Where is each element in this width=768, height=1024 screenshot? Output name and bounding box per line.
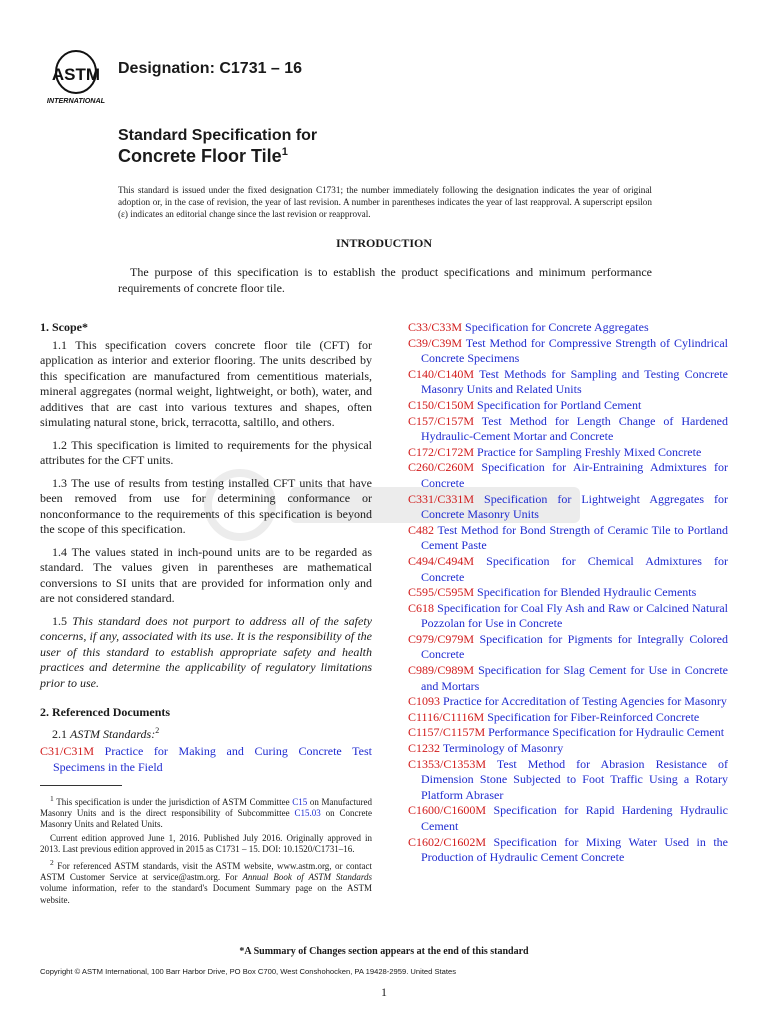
- reference-code-link[interactable]: C989/C989M: [408, 663, 475, 678]
- reference-title-link[interactable]: Terminology of Masonry: [442, 741, 564, 756]
- reference-code-link[interactable]: C331/C331M: [408, 491, 475, 506]
- reference-title-link[interactable]: Specification for Blended Hydraulic Cements: [477, 585, 697, 600]
- reference-item: [408, 336, 728, 367]
- reference-title-link[interactable]: Specification for Rapid Hardening Hydraulic Cement: [421, 803, 728, 833]
- title-line-2: [118, 146, 288, 167]
- reference-item: [408, 554, 728, 585]
- committee-c15-link[interactable]: C15: [292, 797, 308, 807]
- footnote-1-text-b: on Manufactured Masonry Units and is the direct responsibility of Subcommittee: [40, 797, 373, 819]
- reference-title-link[interactable]: Practice for Sampling Freshly Mixed Concrete: [477, 444, 702, 459]
- reference-title-link[interactable]: Specification for Lightweight Aggregates for Concrete Masonry Units: [421, 491, 729, 522]
- reference-item: [408, 492, 728, 523]
- reference-item: [408, 835, 728, 866]
- reference-code-link[interactable]: C1157/C1157M: [408, 725, 486, 740]
- subcommittee-c1503-link[interactable]: C15.03: [294, 808, 321, 819]
- footnote-2-text-b: volume information, refer to the standard's Document Summary page on the ASTM website.: [40, 883, 372, 905]
- scope-heading: 1. Scope*: [40, 320, 88, 334]
- reference-code-link[interactable]: C150/C150M: [408, 397, 475, 412]
- reference-item: [40, 744, 372, 775]
- reference-item: [408, 367, 728, 398]
- reference-title-link[interactable]: Test Method for Length Change of Hardened Hydraulic-Cement Mortar and Concrete: [421, 413, 728, 444]
- reference-code-link[interactable]: C1093: [408, 694, 441, 709]
- footnote-2-book-title: Annual Book of ASTM Standards: [242, 872, 372, 883]
- subhead-footnote-mark: 2: [155, 725, 160, 735]
- reference-item: [408, 632, 728, 663]
- introduction-text: The purpose of this specification is to establish the product specifications and minimum performance requirements of concrete floor tile.: [118, 265, 652, 295]
- title-text: Concrete Floor Tile: [118, 146, 282, 166]
- footnote-2: [40, 857, 372, 906]
- footnote-2-text-a: For referenced ASTM standards, visit the ASTM website, www.astm.org, or contact ASTM Customer Service at service@astm.org. For: [40, 861, 372, 883]
- reference-code-link[interactable]: C31/C31M: [40, 744, 95, 758]
- reference-code-link[interactable]: C1116/C1116M: [408, 709, 485, 724]
- reference-title-link[interactable]: Specification for Pigments for Integrally Colored Concrete: [421, 631, 728, 662]
- reference-title-link[interactable]: Specification for Coal Fly Ash and Raw or Calcined Natural Pozzolan for Use in Concrete: [421, 600, 728, 631]
- issued-note: This standard is issued under the fixed designation C1731; the number immediately following the designation indicates the year of original adoption or, in the case of revision, the year of last revision. A number in parentheses indicates the year of last reapproval. A superscript epsilon (ε) indicates an editorial change since the last revision or reapproval.: [118, 185, 652, 219]
- footnote-1-text-a: This specification is under the jurisdiction of ASTM Committee: [56, 797, 290, 807]
- reference-title-link[interactable]: Specification for Fiber-Reinforced Concrete: [487, 709, 700, 724]
- reference-item: [408, 757, 728, 804]
- reference-code-link[interactable]: C482: [408, 522, 435, 537]
- footnote-1-text-c: on Concrete Masonry Units and Related Units.: [40, 808, 373, 830]
- scope-1-5-text: This standard does not purport to address all of the safety concerns, if any, associated with its use. It is the responsibility of the user of this standard to establish appropriate safety and health practices and determine the applicability of regulatory limitations prior to use.: [40, 613, 372, 690]
- reference-code-link[interactable]: C979/C979M: [408, 631, 475, 646]
- reference-item: [408, 445, 728, 461]
- reference-item: [408, 710, 728, 726]
- reference-title-link[interactable]: Specification for Mixing Water Used in the Production of Hydraulic Cement Concrete: [421, 834, 728, 865]
- reference-code-link[interactable]: C618: [408, 600, 435, 615]
- referenced-documents-heading: 2. Referenced Documents: [40, 705, 171, 719]
- reference-code-link[interactable]: C157/C157M: [408, 413, 475, 428]
- reference-title-link[interactable]: Test Method for Abrasion Resistance of Dimension Stone Subjected to Foot Traffic Using a Rotary Platform Abraser: [421, 756, 728, 802]
- reference-code-link[interactable]: C1232: [408, 741, 441, 756]
- reference-title-link[interactable]: Specification for Portland Cement: [477, 397, 642, 412]
- reference-item: [408, 320, 728, 336]
- reference-code-link[interactable]: C140/C140M: [408, 366, 475, 381]
- reference-code-link[interactable]: C1353/C1353M: [408, 756, 487, 771]
- scope-1-1: 1.1 This specification covers concrete floor tile (CFT) for application as interior and exterior flooring. The units described by this specification are manufactured from cementitious materials, mineral aggregates (normal weight, lightweight, or both), water, and additives that are cast into various textures and shapes, often simulating natural stone, brick, terracotta, saltillo, and others.: [40, 337, 372, 429]
- designation: Designation: C1731 – 16: [118, 60, 303, 77]
- introduction-heading: INTRODUCTION: [335, 236, 432, 250]
- reference-title-link[interactable]: Test Method for Bond Strength of Ceramic Tile to Portland Cement Paste: [421, 522, 728, 553]
- reference-title-link[interactable]: Practice for Making and Curing Concrete Test Specimens in the Field: [53, 744, 373, 774]
- reference-title-link[interactable]: Specification for Concrete Aggregates: [465, 320, 649, 334]
- title-footnote-mark: 1: [281, 146, 288, 158]
- scope-1-5: [40, 614, 372, 692]
- reference-item: [408, 523, 728, 554]
- logo-text: ASTM: [51, 65, 101, 84]
- subhead-label: ASTM Standards:: [70, 726, 156, 741]
- reference-item: [408, 585, 728, 601]
- reference-code-link[interactable]: C39/C39M: [408, 335, 463, 350]
- reference-item: [408, 601, 728, 632]
- reference-item: [408, 694, 728, 710]
- reference-item: [408, 460, 728, 491]
- reference-item: [408, 803, 728, 834]
- subhead-number: 2.1: [52, 726, 67, 741]
- footnote-1-edition: Current edition approved June 1, 2016. Published July 2016. Originally approved in 2013. Last previous edition approved in 2015 as C1731 – 15. DOI: 10.1520/C1731–16.: [40, 832, 372, 854]
- reference-title-link[interactable]: Performance Specification for Hydraulic Cement: [488, 725, 725, 740]
- logo-subtext: INTERNATIONAL: [46, 96, 106, 105]
- reference-title-link[interactable]: Practice for Accreditation of Testing Agencies for Masonry: [443, 694, 727, 709]
- reference-title-link[interactable]: Specification for Air-Entraining Admixtures for Concrete: [421, 460, 728, 490]
- reference-item: [408, 741, 728, 757]
- reference-code-link[interactable]: C33/C33M: [408, 320, 463, 334]
- reference-code-link[interactable]: C1602/C1602M: [408, 834, 487, 849]
- reference-code-link[interactable]: C260/C260M: [408, 460, 475, 475]
- footnote-divider: [40, 785, 122, 786]
- scope-1-3: 1.3 The use of results from testing installed CFT units that have been removed from use for determining conformance or nonconformance to the requirements of this specification is beyond the scope of this specification.: [40, 475, 372, 536]
- astm-standards-subhead: [52, 723, 372, 743]
- page-number: 1: [381, 985, 387, 999]
- reference-item: [408, 725, 728, 741]
- footnote-2-mark: 2: [50, 858, 54, 868]
- footnote-1-mark: 1: [50, 794, 54, 803]
- reference-item: [408, 414, 728, 445]
- reference-code-link[interactable]: C1600/C1600M: [408, 803, 487, 818]
- reference-item: [408, 398, 728, 414]
- copyright: Copyright © ASTM International, 100 Barr Harbor Drive, PO Box C700, West Conshohocken, PA 19428-2959. United States: [40, 967, 457, 976]
- astm-logo: [42, 50, 110, 106]
- summary-of-changes-note: *A Summary of Changes section appears at the end of this standard: [239, 946, 529, 957]
- reference-item: [408, 663, 728, 694]
- reference-code-link[interactable]: C172/C172M: [408, 444, 475, 459]
- reference-title-link[interactable]: Specification for Chemical Admixtures for Concrete: [421, 553, 728, 584]
- footnote-1: [40, 793, 372, 831]
- left-column: [40, 320, 372, 775]
- scope-1-5-number: 1.5: [52, 613, 67, 628]
- footnotes: [40, 793, 372, 908]
- reference-title-link[interactable]: Test Method for Compressive Strength of Cylindrical Concrete Specimens: [421, 335, 728, 366]
- reference-code-link[interactable]: C595/C595M: [408, 585, 475, 600]
- reference-title-link[interactable]: Test Methods for Sampling and Testing Concrete Masonry Units and Related Units: [421, 366, 728, 397]
- scope-1-4: 1.4 The values stated in inch-pound units are to be regarded as standard. The values given in parentheses are mathematical conversions to SI units that are provided for information only and are not considered standard.: [40, 544, 372, 605]
- reference-code-link[interactable]: C494/C494M: [408, 553, 475, 568]
- title-line-1: Standard Specification for: [118, 127, 318, 144]
- right-column: [408, 320, 728, 866]
- scope-1-2: 1.2 This specification is limited to requirements for the physical attributes for the CFT units.: [40, 437, 372, 467]
- reference-title-link[interactable]: Specification for Slag Cement for Use in Concrete and Mortars: [421, 663, 728, 693]
